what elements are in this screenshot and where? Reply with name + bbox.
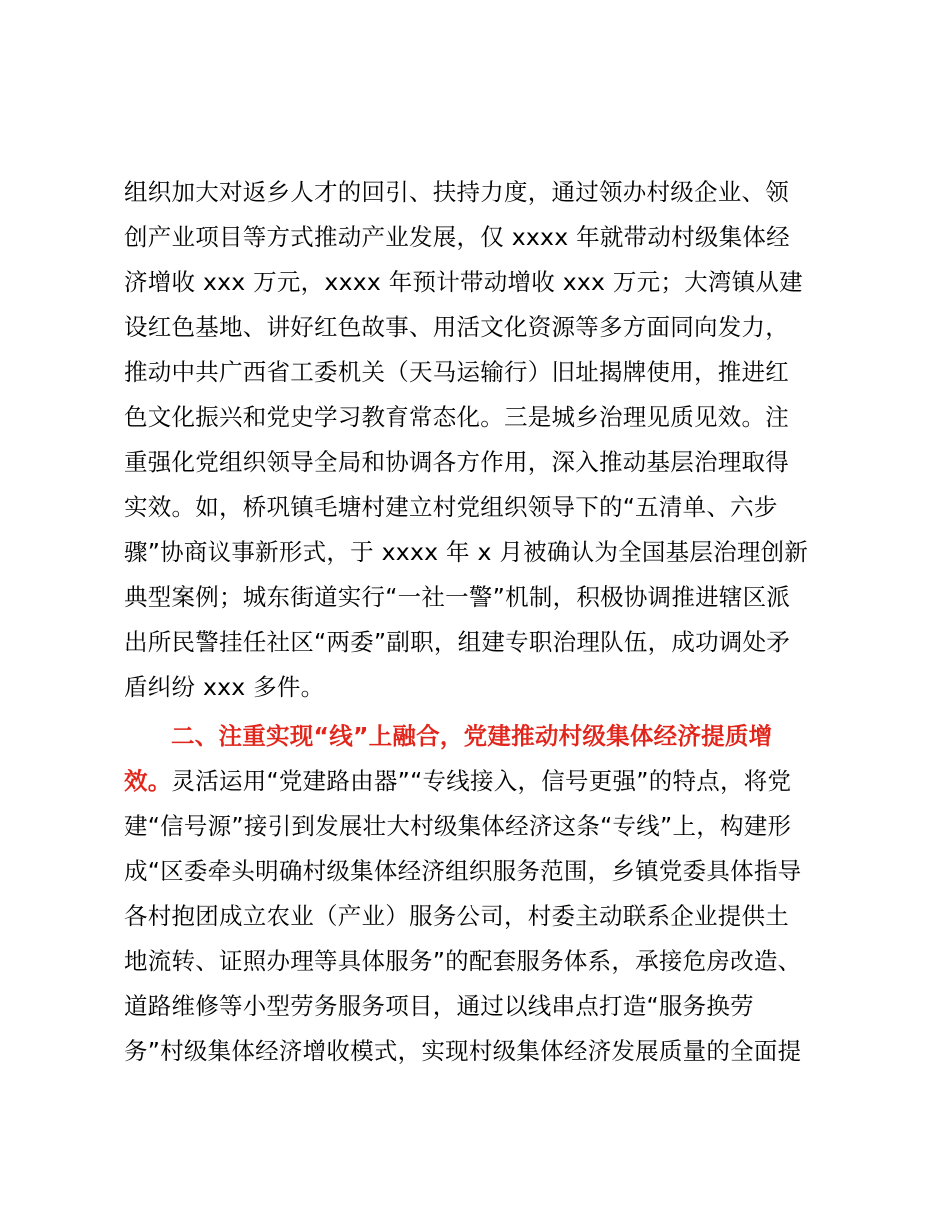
text-line: 创产业项目等方式推动产业发展，仅 xxxx 年就带动村级集体经 xyxy=(124,223,790,251)
text-line: 务”村级集体经济增收模式，实现村级集体经济发展质量的全面提 xyxy=(124,1037,802,1065)
text-line: 道路维修等小型劳务服务项目，通过以线串点打造“服务换劳 xyxy=(124,992,754,1020)
text-line: 盾纠纷 xxx 多件。 xyxy=(124,673,325,701)
text-line: 成“区委牵头明确村级集体经济组织服务范围，乡镇党委具体指导 xyxy=(124,857,802,885)
text-line: 组织加大对返乡人才的回引、扶持力度，通过领办村级企业、领 xyxy=(124,178,789,206)
text-line: 实效。如，桥巩镇毛塘村建立村党组织领导下的“五清单、六步 xyxy=(124,493,778,521)
section-heading-end: 效。 xyxy=(124,767,172,795)
text-line: 推动中共广西省工委机关（天马运输行）旧址揭牌使用，推进红 xyxy=(124,358,789,386)
text-line: 色文化振兴和党史学习教育常态化。三是城乡治理见质见效。注 xyxy=(124,403,789,431)
text-line xyxy=(124,759,844,804)
text-line: 典型案例；城东街道实行“一社一警”机制，积极协调推进辖区派 xyxy=(124,583,791,611)
paragraph-2 xyxy=(124,714,844,1074)
text-line: 出所民警挂任社区“两委”副职，组建专职治理队伍，成功调处矛 xyxy=(124,628,791,656)
text-line: 各村抱团成立农业（产业）服务公司，村委主动联系企业提供土 xyxy=(124,902,789,930)
text-line: 建“信号源”接引到发展壮大村级集体经济这条“专线”上，构建形 xyxy=(124,812,792,840)
text-line: 重强化党组织领导全局和协调各方作用，深入推动基层治理取得 xyxy=(124,448,789,476)
text-line: 骤”协商议事新形式，于 xxxx 年 x 月被确认为全国基层治理创新 xyxy=(124,538,809,566)
paragraph-1 xyxy=(124,170,844,710)
text-span: 灵活运用“党建路由器”“专线接入，信号更强”的特点，将党 xyxy=(171,767,792,795)
text-line: 济增收 xxx 万元，xxxx 年预计带动增收 xxx 万元；大湾镇从建 xyxy=(124,268,803,296)
text-line: 设红色基地、讲好红色故事、用活文化资源等多方面同向发力， xyxy=(124,313,789,341)
section-heading-line xyxy=(124,714,844,759)
section-heading: 二、注重实现“线”上融合，党建推动村级集体经济提质增 xyxy=(171,722,773,750)
text-line: 地流转、证照办理等具体服务”的配套服务体系，承接危房改造、 xyxy=(124,947,802,975)
